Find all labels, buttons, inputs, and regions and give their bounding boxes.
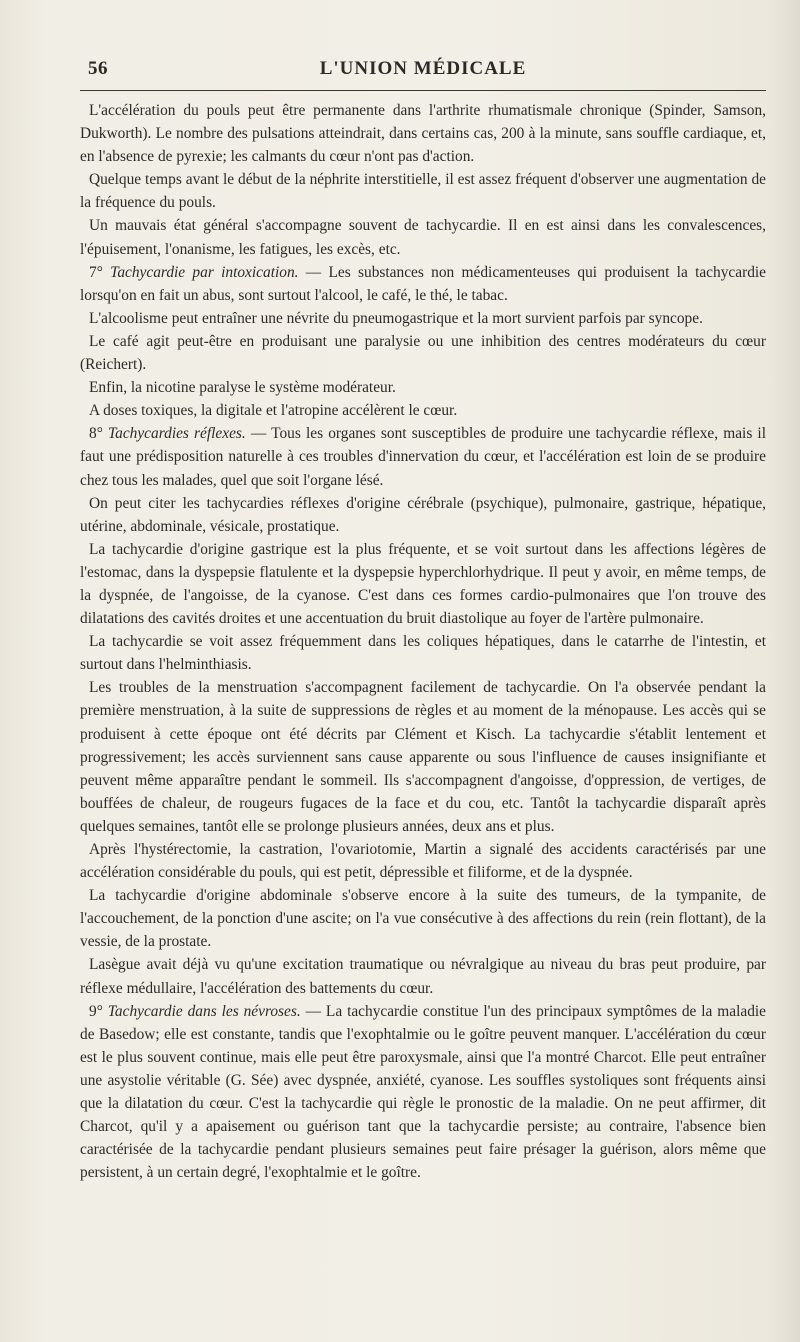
paragraph <box>80 1000 766 1185</box>
paragraph: Quelque temps avant le début de la néphrite interstitielle, il est assez fréquent d'observer une augmentation de la fréquence du pouls. <box>80 171 766 212</box>
paragraph: La tachycardie d'origine gastrique est la plus fréquente, et se voit surtout dans les affections légères de l'estomac, dans la dyspepsie flatulente et la dyspepsie hyperchlorhydrique. Il peut y avoir, en même temps, de la dyspnée, de l'angoisse, de la cyanose. C'est dans ces formes cardio-pulmonaires que l'on trouve des dilatations des cavités droites et une accentuation du bruit diastolique au foyer de l'artère pulmonaire. <box>80 540 766 628</box>
section-number: 9° <box>89 1002 108 1020</box>
section-title: Tachycardie dans les névroses. <box>107 1002 301 1020</box>
running-title: L'UNION MÉDICALE <box>319 58 527 79</box>
paragraph: L'accélération du pouls peut être permanente dans l'arthrite rhumatismale chronique (Spinder, Samson, Dukworth). Le nombre des pulsations atteindrait, dans certains cas, 200 à la minute, sans souffle cardiaque, et, en l'absence de pyrexie; les calmants du cœur n'ont pas d'action. <box>80 102 766 166</box>
section-title: Tachycardies réflexes. <box>107 425 246 443</box>
paragraph: L'alcoolisme peut entraîner une névrite du pneumogastrique et la mort survient parfois par syncope. <box>89 309 703 327</box>
page-number: 56 <box>88 58 108 79</box>
paragraph: Enfin, la nicotine paralyse le système modérateur. <box>89 379 396 397</box>
section-number: 7° <box>89 263 111 281</box>
paragraph <box>80 422 766 491</box>
paragraph: Les troubles de la menstruation s'accompagnent facilement de tachycardie. On l'a observée pendant la première menstruation, à la suite de suppressions de règles et au moment de la ménopause. Les accès qui se produisent à cette époque ont été décrits par Clément et Kisch. La tachycardie s'établit lentement et progressivement; les accès surviennent sans cause apparente ou sous l'influence de causes insignifiante et peuvent même apparaître pendant le sommeil. Ils s'accompagnent d'angoisse, d'oppression, de vertiges, de bouffées de chaleur, de rougeurs fugaces de la face et du cou, etc. Tantôt la tachycardie disparaît après quelques semaines, tantôt elle se prolonge plusieurs années, deux ans et plus. <box>80 679 766 835</box>
paragraph: Le café agit peut-être en produisant une paralysie ou une inhibition des centres modérateurs du cœur (Reichert). <box>80 332 766 374</box>
body-text <box>80 99 766 1184</box>
paragraph: Après l'hystérectomie, la castration, l'ovariotomie, Martin a signalé des accidents caractérisés par une accélération considérable du pouls, qui est petit, dépressible et filiforme, et de la dyspnée. <box>80 841 766 882</box>
header-rule <box>80 90 766 91</box>
paragraph: On peut citer les tachycardies réflexes d'origine cérébrale (psychique), pulmonaire, gastrique, hépatique, utérine, abdominale, vésicale, prostatique. <box>80 494 766 535</box>
paragraph: A doses toxiques, la digitale et l'atropine accélèrent le cœur. <box>89 402 458 420</box>
paragraph: Un mauvais état général s'accompagne souvent de tachycardie. Il en est ainsi dans les convalescences, l'épuisement, l'onanisme, les fatigues, les excès, etc. <box>80 217 766 258</box>
paragraph-text: — La tachycardie constitue l'un des principaux symptômes de la maladie de Basedow; elle est constante, tandis que l'exophtalmie ou le goître peuvent manquer. L'accélération du cœur est le plus souvent continue, mais elle peut être paroxysmale, ainsi que l'a montré Charcot. Elle peut entraîner une asystolie véritable (G. Sée) avec dyspnée, anxiété, cyanose. Les souffles systoliques sont fréquents ainsi que la dilatation du cœur. C'est la tachycardie qui règle le pronostic de la maladie. On ne peut affirmer, dit Charcot, qu'il y a apaisement ou guérison tant que la tachycardie persiste; au contraire, l'absence bien caractérisée de la tachycardie pendant plusieurs semaines peut faire présager la guérison, alors même que persistent, à un certain degré, l'exophtalmie et le goître. <box>80 1002 767 1182</box>
paragraph: La tachycardie se voit assez fréquemment dans les coliques hépatiques, dans le catarrhe de l'intestin, et surtout dans l'helminthiasis. <box>80 633 766 674</box>
paragraph-text: — Les substances non médicamenteuses qui produisent la tachycardie lorsqu'on en fait un abus, sont surtout l'alcool, le café, le thé, le tabac. <box>80 263 766 304</box>
paragraph <box>80 261 766 307</box>
paragraph: La tachycardie d'origine abdominale s'observe encore à la suite des tumeurs, de la tympanite, de l'accouchement, de la ponction d'une ascite; on l'a vue consécutive à des affections du rein (rein flottant), de la vessie, de la prostate. <box>80 887 766 951</box>
section-title: Tachycardie par intoxication. <box>110 263 299 281</box>
paragraph-text: — Tous les organes sont susceptibles de produire une tachycardie réflexe, mais il faut une prédisposition naturelle à ces troubles d'innervation du cœur, et l'accélération est loin de se produire chez tous les malades, quel que soit l'organe lésé. <box>80 425 766 489</box>
paragraph: Lasègue avait déjà vu qu'une excitation traumatique ou névralgique au niveau du bras peut produire, par réflexe médullaire, l'accélération des battements du cœur. <box>80 956 766 997</box>
section-number: 8° <box>89 425 108 443</box>
page-header <box>80 58 766 88</box>
